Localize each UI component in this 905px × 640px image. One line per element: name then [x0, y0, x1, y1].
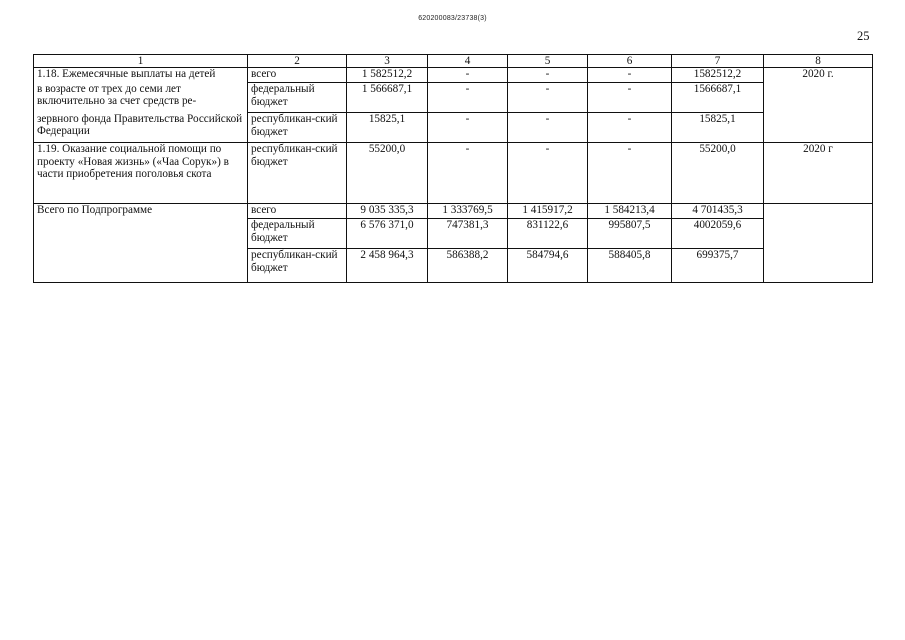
column-header: 2: [248, 55, 347, 68]
amount-total: 9 035 335,3: [347, 204, 428, 219]
amount-year-1: -: [428, 113, 508, 143]
amount-year-2: -: [508, 113, 588, 143]
amount-total: 2 458 964,3: [347, 249, 428, 283]
item-description: в возрасте от трех до семи лет включительно за счет средств ре-: [34, 83, 248, 113]
funding-source: федеральный бюджет: [248, 83, 347, 113]
amount-year-4: 55200,0: [672, 143, 764, 204]
amount-year-3: 588405,8: [588, 249, 672, 283]
amount-year-3: 1 584213,4: [588, 204, 672, 219]
table-row: [34, 68, 873, 83]
amount-total: 6 576 371,0: [347, 219, 428, 249]
amount-year-1: -: [428, 83, 508, 113]
amount-total: 1 566687,1: [347, 83, 428, 113]
amount-year-4: 1566687,1: [672, 83, 764, 113]
item-description: Всего по Подпрограмме: [34, 204, 248, 283]
amount-year-3: -: [588, 83, 672, 113]
column-header: 7: [672, 55, 764, 68]
column-header: 5: [508, 55, 588, 68]
table-row: [34, 204, 873, 219]
page-number: 25: [857, 29, 870, 43]
amount-year-3: -: [588, 68, 672, 83]
amount-year-1: 1 333769,5: [428, 204, 508, 219]
amount-year-1: -: [428, 143, 508, 204]
amount-year-3: -: [588, 113, 672, 143]
amount-year-4: 4002059,6: [672, 219, 764, 249]
completion-year: 2020 г: [764, 143, 873, 204]
amount-year-4: 699375,7: [672, 249, 764, 283]
amount-year-4: 4 701435,3: [672, 204, 764, 219]
item-description: 1.19. Оказание социальной помощи по проекту «Новая жизнь» («Чаа Сорук») в части приобретения поголовья скота: [34, 143, 248, 204]
funding-source: республикан-ский бюджет: [248, 113, 347, 143]
funding-source: республикан-ский бюджет: [248, 249, 347, 283]
column-header: 3: [347, 55, 428, 68]
amount-year-2: 831122,6: [508, 219, 588, 249]
column-header: 8: [764, 55, 873, 68]
funding-source: всего: [248, 68, 347, 83]
amount-year-2: 1 415917,2: [508, 204, 588, 219]
amount-year-4: 15825,1: [672, 113, 764, 143]
completion-year: 2020 г.: [764, 68, 873, 143]
amount-year-3: -: [588, 143, 672, 204]
amount-year-2: 584794,6: [508, 249, 588, 283]
funding-source: федеральный бюджет: [248, 219, 347, 249]
funding-source: всего: [248, 204, 347, 219]
item-description: 1.18. Ежемесячные выплаты на детей: [34, 68, 248, 83]
amount-total: 15825,1: [347, 113, 428, 143]
column-header: 1: [34, 55, 248, 68]
table-row: [34, 143, 873, 204]
amount-year-2: -: [508, 83, 588, 113]
funding-source: республикан-ский бюджет: [248, 143, 347, 204]
column-header: 4: [428, 55, 508, 68]
table-row: [34, 83, 873, 113]
column-header-row: [34, 55, 873, 68]
amount-year-2: -: [508, 143, 588, 204]
amount-year-3: 995807,5: [588, 219, 672, 249]
amount-total: 1 582512,2: [347, 68, 428, 83]
amount-year-1: -: [428, 68, 508, 83]
amount-year-2: -: [508, 68, 588, 83]
amount-year-4: 1582512,2: [672, 68, 764, 83]
column-header: 6: [588, 55, 672, 68]
document-id: 620200083/23738(3): [418, 15, 487, 22]
table-row: [34, 113, 873, 143]
budget-table: [33, 54, 873, 283]
amount-total: 55200,0: [347, 143, 428, 204]
item-description: зервного фонда Правительства Российской Федерации: [34, 113, 248, 143]
amount-year-1: 747381,3: [428, 219, 508, 249]
completion-year: [764, 204, 873, 283]
amount-year-1: 586388,2: [428, 249, 508, 283]
